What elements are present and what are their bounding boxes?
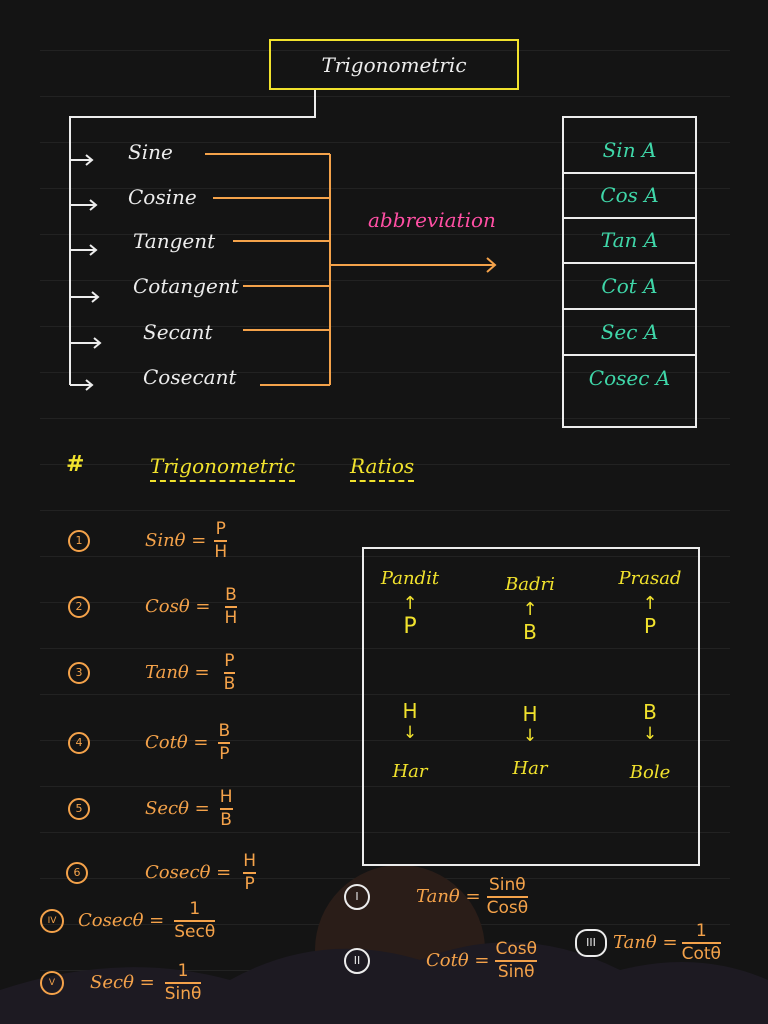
down-arrow-icon: ↓ [642, 724, 658, 744]
abbr-text: Cos A [600, 182, 659, 207]
down-arrow-icon: ↓ [402, 723, 418, 743]
ratio-lhs: Tanθ = [145, 662, 210, 684]
identity-lhs: Cotθ = [426, 950, 490, 972]
abbr-text: Cosec A [588, 365, 671, 390]
mnemonic-letter-2: H [522, 702, 538, 726]
ratio-number-badge: 4 [68, 732, 90, 754]
fraction-bottom: Secθ [174, 921, 216, 942]
mnemonic-word: Badri [505, 574, 555, 595]
function-name: Tangent [133, 229, 216, 253]
white-arrows [70, 155, 100, 390]
section-hash: # [66, 452, 85, 477]
mnemonic-word: Prasad [618, 568, 682, 589]
mnemonic-word-2: Har [512, 758, 548, 779]
page-title: Trigonometric [321, 52, 467, 77]
identity-row [40, 962, 201, 1003]
ratio-lhs: Cosθ = [145, 596, 211, 618]
identity-row [344, 940, 537, 981]
abbr-text: Sin A [602, 137, 657, 162]
function-name: Cotangent [133, 274, 239, 298]
ratio-row [68, 788, 233, 829]
mnemonic-column [610, 568, 690, 783]
mnemonic-column [370, 568, 450, 782]
mnemonic-letter-2: H [402, 699, 418, 723]
ratio-lhs: Cosecθ = [145, 862, 232, 884]
identity-number-badge: II [344, 948, 370, 974]
fraction-bottom: H [214, 541, 228, 562]
fraction-top: B [218, 721, 231, 741]
identity-row [40, 900, 215, 941]
fraction-top: H [243, 851, 257, 871]
identity-number-badge: III [575, 929, 607, 957]
fraction-bottom: Cosθ [486, 897, 529, 918]
ratio-fraction [214, 520, 227, 561]
mnemonic-word-2: Bole [629, 762, 671, 783]
mnemonic-letter: P [643, 614, 657, 638]
fraction-bottom: B [223, 673, 236, 694]
abbr-cell [564, 309, 695, 356]
ratio-row [68, 586, 237, 627]
ratio-row [66, 852, 256, 893]
fraction-bottom: Cotθ [681, 943, 721, 964]
fraction-top: 1 [695, 921, 707, 941]
identity-row [575, 922, 721, 963]
identity-lhs: Secθ = [90, 972, 155, 994]
fraction-top: B [225, 585, 237, 605]
ratio-fraction [225, 586, 238, 627]
function-name: Cosine [128, 185, 197, 209]
fraction-top: 1 [177, 961, 189, 981]
fraction-top: P [215, 519, 226, 539]
ratio-row [68, 652, 235, 693]
ratio-row [68, 520, 227, 561]
identity-lhs: Tanθ = [613, 932, 678, 954]
abbr-cell [564, 263, 695, 310]
function-name: Secant [143, 320, 213, 344]
ratio-fraction [218, 722, 230, 763]
function-name: Sine [128, 140, 173, 164]
section-title-1: Trigonometric [150, 454, 295, 482]
ratio-lhs: Secθ = [145, 798, 210, 820]
mnemonic-letter-2: B [643, 700, 657, 724]
ratio-lhs: Sinθ = [145, 530, 207, 552]
fraction-bottom: P [244, 873, 255, 894]
down-arrow-icon: ↓ [522, 726, 538, 746]
mnemonic-column [490, 574, 570, 779]
identity-number-badge: IV [40, 909, 64, 933]
mnemonic-word: Pandit [380, 568, 440, 589]
up-arrow-icon: ↑ [522, 599, 538, 620]
ratio-number-badge: 6 [66, 862, 88, 884]
fraction-bottom: P [219, 743, 230, 764]
ratio-row [68, 722, 230, 763]
fraction-top: 1 [189, 899, 201, 919]
identity-fraction [495, 940, 537, 981]
abbr-cell [564, 355, 695, 400]
identity-fraction [165, 962, 202, 1003]
section-title-2: Ratios [350, 454, 414, 482]
fraction-bottom: Sinθ [497, 961, 535, 982]
fraction-top: H [219, 787, 233, 807]
ratio-number-badge: 1 [68, 530, 90, 552]
fraction-bottom: H [224, 607, 238, 628]
ratio-lhs: Cotθ = [145, 732, 209, 754]
fraction-top: Cosθ [495, 939, 538, 959]
abbr-text: Tan A [600, 227, 659, 252]
identity-fraction [682, 922, 721, 963]
abbr-cell [564, 127, 695, 174]
identity-number-badge: I [344, 884, 370, 910]
mnemonic-letter: P [403, 614, 417, 639]
abbr-text: Sec A [600, 319, 659, 344]
ratio-number-badge: 3 [68, 662, 90, 684]
fraction-bottom: B [220, 809, 232, 830]
up-arrow-icon: ↑ [402, 593, 418, 614]
identity-row [344, 876, 528, 917]
orange-bracket [205, 154, 495, 385]
fraction-bottom: Sinθ [164, 983, 202, 1004]
identity-number-badge: V [40, 971, 64, 995]
ratio-number-badge: 5 [68, 798, 90, 820]
ratio-number-badge: 2 [68, 596, 90, 618]
title-box [269, 39, 519, 90]
abbreviation-label: abbreviation [368, 208, 496, 232]
fraction-top: Sinθ [488, 875, 526, 895]
fraction-top: P [224, 651, 235, 671]
ratio-fraction [220, 788, 233, 829]
mnemonic-letter: B [523, 620, 537, 644]
mnemonic-word-2: Har [392, 761, 428, 782]
abbr-cell [564, 217, 695, 264]
function-name: Cosecant [143, 365, 237, 389]
ratio-fraction [224, 652, 236, 693]
abbr-cell [564, 172, 695, 219]
identity-fraction [174, 900, 215, 941]
ratio-fraction [243, 852, 256, 893]
abbr-text: Cot A [601, 273, 658, 298]
identity-fraction [487, 876, 529, 917]
identity-lhs: Cosecθ = [78, 910, 165, 932]
up-arrow-icon: ↑ [642, 593, 658, 614]
identity-lhs: Tanθ = [416, 886, 481, 908]
